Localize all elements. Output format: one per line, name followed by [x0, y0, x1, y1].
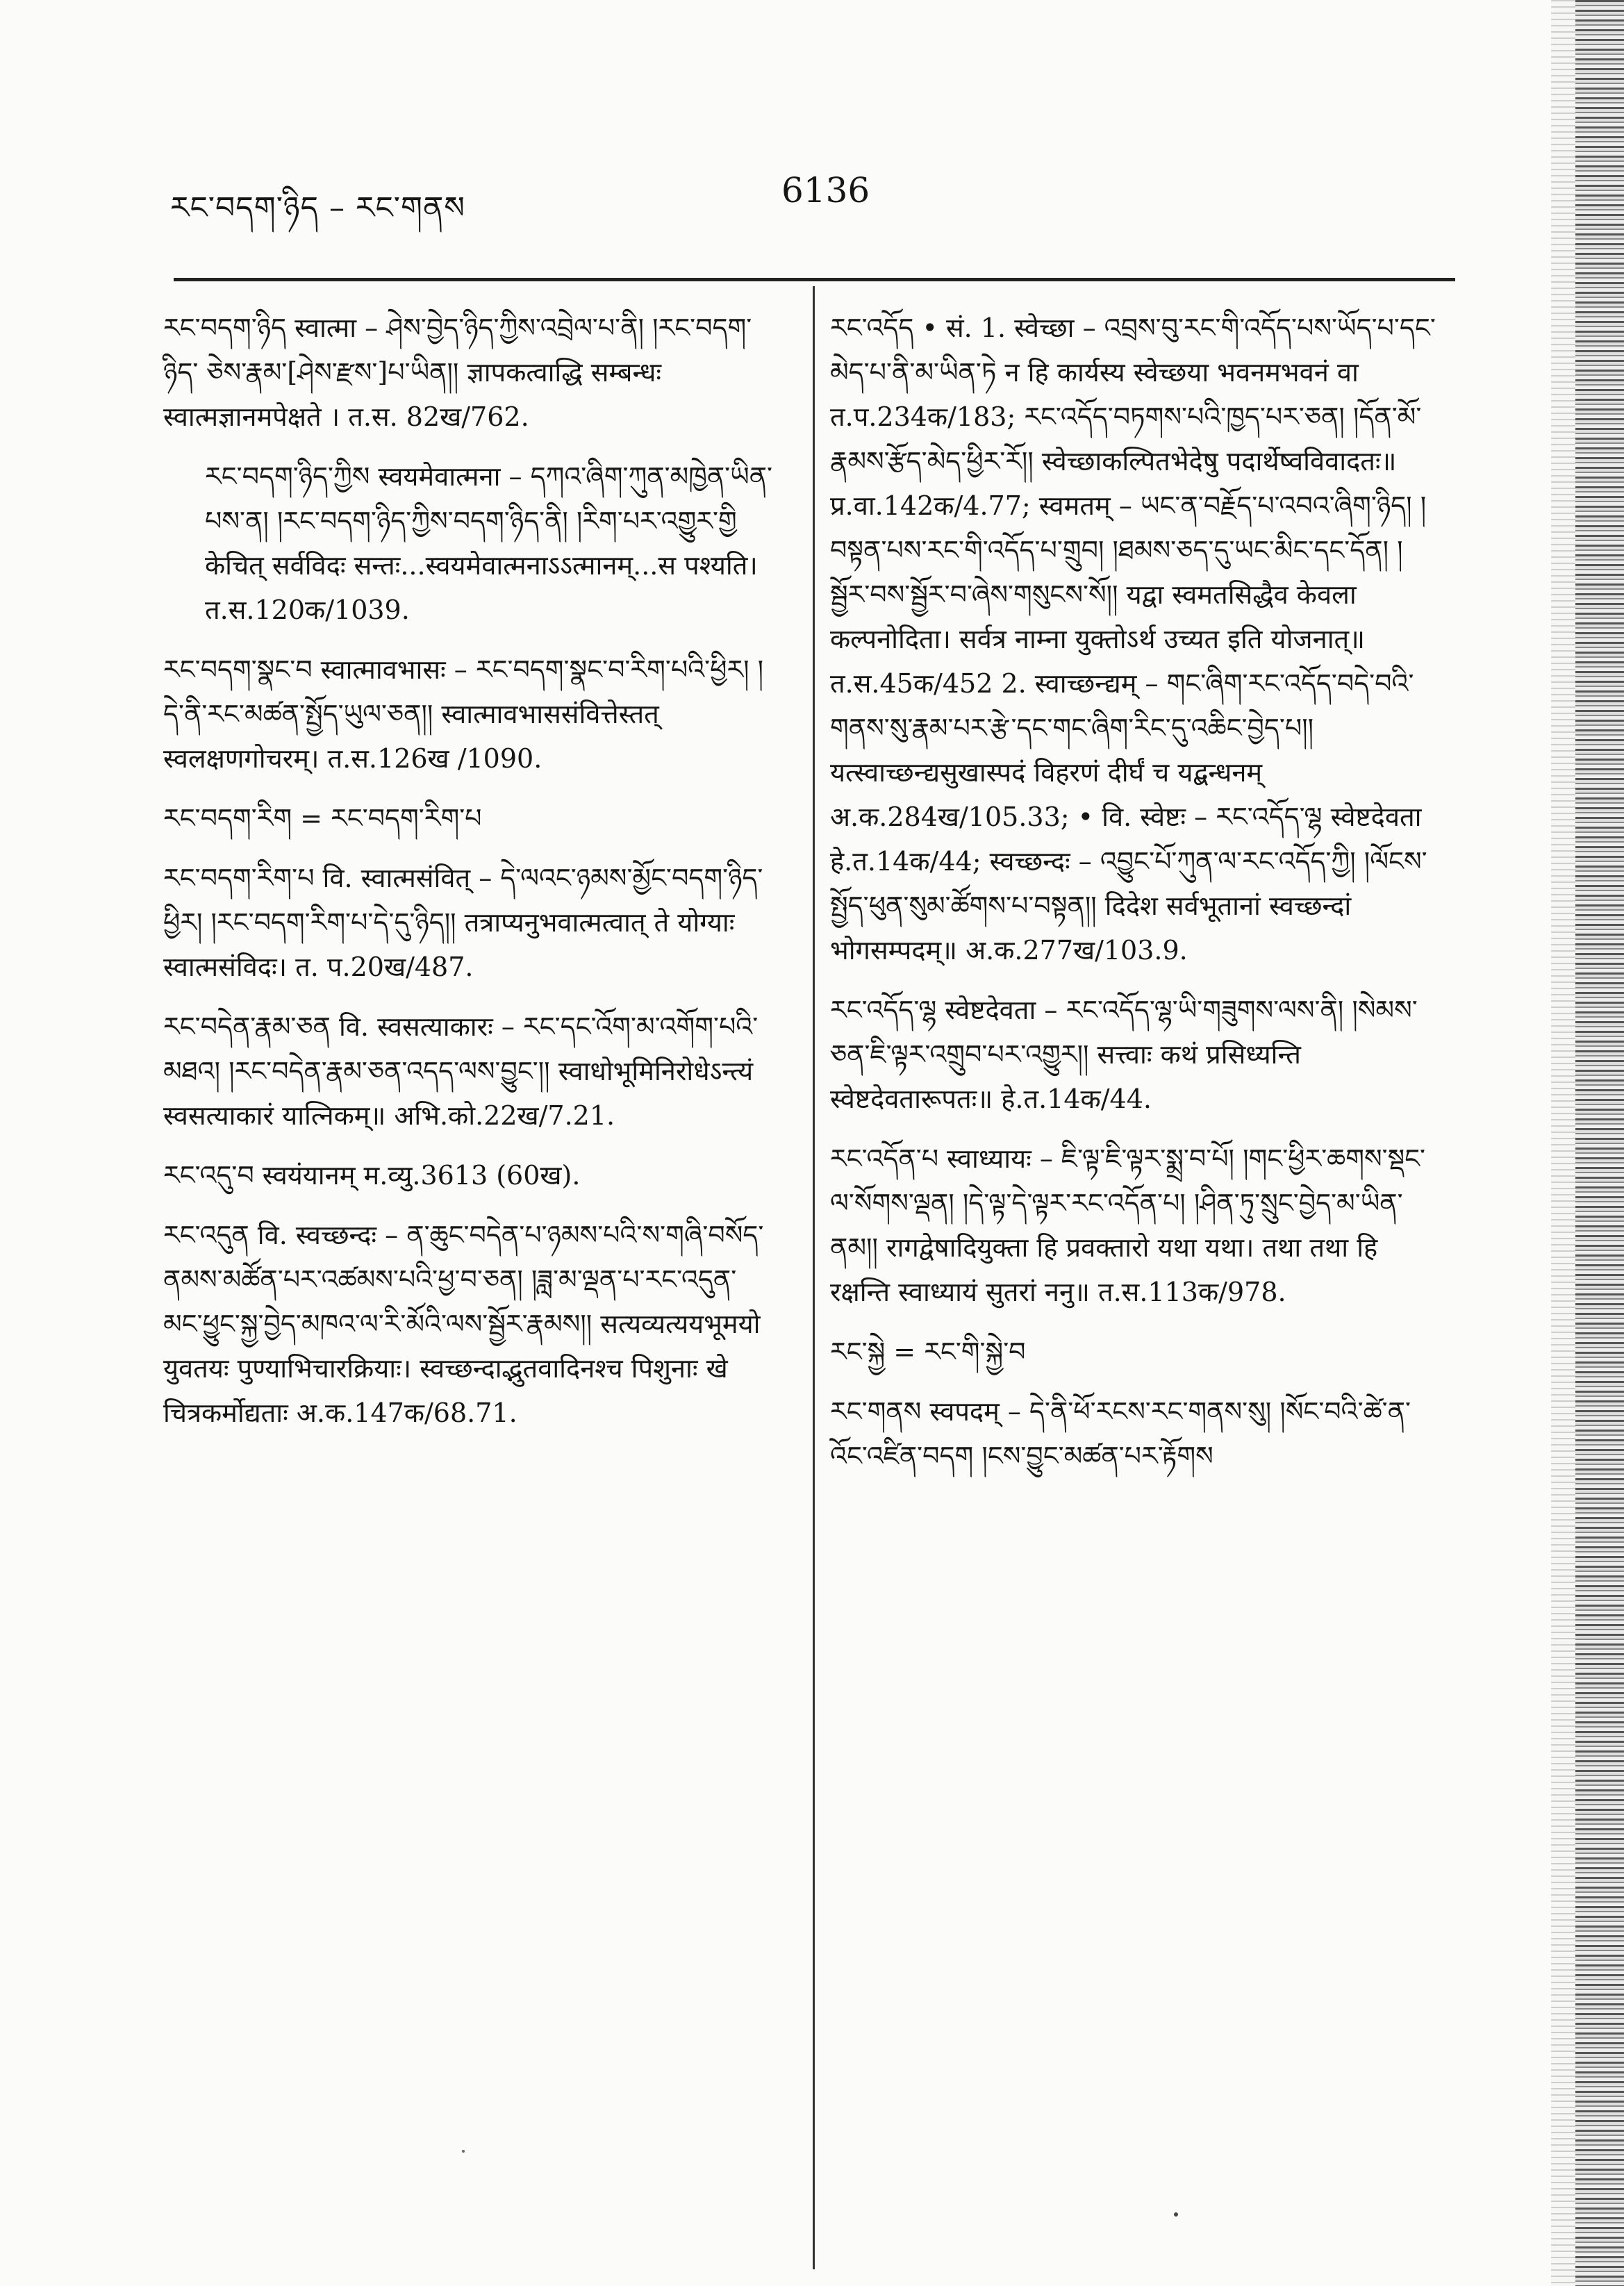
dictionary-entry: རང་བདེན་རྣམ་ཅན वि. स्वसत्याकारः – རང་དང་འོག་མ་འགོག་པའི་མཐའ། །རང་བདེན་རྣམ་ཅན་འདད་ལས་བྱུང་།། स्वाधोभूमिनिरोधेऽन्त्यं स्वसत्याकारं यात्निकम्॥ अभि.को.22ख/7.21. [163, 1011, 759, 1131]
dictionary-entry: རང་འདོན་པ स्वाध्यायः – ཇི་ལྟ་ཇི་ལྟར་སྨྲ་བ་པོ། །གང་ཕྱིར་ཆགས་སྡང་ལ་སོགས་ལྡན། །དེ་ལྟ་དེ་ལྟར་རང་འདོན་པ། །ཤིན་ཏུ་སྲུང་བྱེད་མ་ཡིན་ནམ།། रागद्वेषादियुक्ता हि प्रवक्तारो यथा यथा। तथा तथा हि रक्षन्ति स्वाध्यायं सुतरां ननु॥ त.स.113क/978. [830, 1143, 1426, 1307]
dictionary-entry: རང་འདུན वि. स्वच्छन्दः – ན་ཆུང་བདེན་པ་ཉམས་པའི་ས་གཞི་བསོད་ནམས་མཚོན་པར་འཚམས་པའི་ཕྱ་བ་ཅན། །ཟླ་མ་ལྡན་པ་རང་འདུན་མང་ཕྱུང་སྐྱ་བྱེད་མཁའ་ལ་རི་མོའི་ལས་སྦྱོར་རྣམས།། सत्यव्यत्ययभूमयो युवतयः पुण्याभिचारक्रियाः। स्वच्छन्दाद्भुतवादिनश्च पिशुनाः खे चित्रकर्मोद्यताः अ.क.147क/68.71. [163, 1220, 764, 1428]
dictionary-entry: རང་འདུ་བ स्वयंयानम् म.व्यु.3613 (60ख). [163, 1160, 581, 1191]
dictionary-entry: རང་བདག་སྣང་བ स्वात्मावभासः – རང་བདག་སྣང་བ་རིག་པའི་ཕྱིར། །དེ་ནི་རང་མཚན་སྤྱོད་ཡུལ་ཅན།། स्वात्मावभाससंवित्तेस्तत् स्वलक्षणगोचरम्। त.स.126ख /1090. [163, 654, 764, 774]
running-header: རང་བདག་ཉིད – རང་གནས [170, 190, 465, 226]
right-column [830, 306, 1441, 1493]
dictionary-entry: རང་སྐྱེ = རང་གི་སྐྱེ་བ [830, 1336, 1026, 1367]
page-edge-shadow [1575, 0, 1624, 2286]
dictionary-entry: རང་བདག་ཉིད་ཀྱིས स्वयमेवात्मना – དཀའ་ཞིག་ཀུན་མཁྱེན་ཡིན་པས་ན། །རང་བདག་ཉིད་ཀྱིས་བདག་ཉིད་ནི། །རིག་པར་འགྱུར་གྱི केचित् सर्वविदः सन्तः...स्वयमेवात्मनाऽऽत्मानम्...स पश्यति। त.स.120क/1039. [205, 461, 773, 625]
dictionary-entry: རང་འདོད་ལྷ स्वेष्टदेवता – རང་འདོད་ལྷ་ཡི་གཟུགས་ལས་ནི། །སེམས་ཅན་ཇི་ལྟར་འགྲུབ་པར་འགྱུར།། सत्त्वाः कथं प्रसिध्यन्ति स्वेष्टदेवतारूपतः॥ हे.त.14क/44. [830, 995, 1418, 1114]
scan-speck [462, 2150, 465, 2153]
header-rule [174, 278, 1455, 281]
dictionary-entry: རང་འདོད • सं. 1. स्वेच्छा – འབྲས་བུ་རང་གི་འདོད་པས་ཡོད་པ་དང་མེད་པ་ནི་མ་ཡིན་ཏེ न हि कार्यस्य स्वेच्छया भवनमभवनं वा त.प.234क/183; རང་འདོད་བཏགས་པའི་ཁྱད་པར་ཅན། །དོན་མོ་རྣམས་རྩོད་མེད་ཕྱིར་རོ།། स्वेच्छाकल्पितभेदेषु पदार्थेष्वविवादतः॥ प्र.वा.142क/4.77; स्वमतम् – ཡང་ན་བརྗོད་པ་འབའ་ཞིག་ཉིད། །བསྟན་པས་རང་གི་འདོད་པ་གྲུབ། །ཐམས་ཅད་དུ་ཡང་མིང་དང་དོན། །སྦྱོར་བས་སྦྱོར་བ་ཞེས་གསུངས་སོ།། यद्वा स्वमतसिद्धैव केवला कल्पनोदिता। सर्वत्र नाम्ना युक्तोऽर्थ उच्यत इति योजनात्॥ त.स.45क/452 2. स्वाच्छन्द्यम् – གང་ཞིག་རང་འདོད་བདེ་བའི་གནས་སུ་རྣམ་པར་རྩེ་དང་གང་ཞིག་རིང་དུ་འཆིང་བྱེད་པ།། यत्स्वाच्छन्द्यसुखास्पदं विहरणं दीर्घं च यद्बन्धनम् अ.क.284ख/105.33; • वि. स्वेष्टः – རང་འདོད་ལྷ स्वेष्टदेवता हे.त.14क/44; स्वच्छन्दः – འབྱུང་པོ་ཀུན་ལ་རང་འདོད་ཀྱི། །ལོངས་སྤྱོད་ཕུན་སུམ་ཚོགས་པ་བསྟན།། दिदेश सर्वभूतानां स्वच्छन्दां भोगसम्पदम्॥ अ.क.277ख/103.9. [830, 313, 1436, 966]
left-column [163, 306, 774, 1450]
dictionary-entry: རང་གནས स्वपदम् – དེ་ནི་ཕོ་རངས་རང་གནས་སུ། །སོང་བའི་ཚེ་ན་འོང་འཛིན་བདག །ངས་བྱུང་མཚན་པར་རྟོགས [830, 1396, 1411, 1471]
scan-speck [1174, 2212, 1178, 2217]
dictionary-entry: རང་བདག་རིག = རང་བདག་རིག་པ [163, 803, 482, 834]
page-edge-shadow-inner [1551, 0, 1575, 2286]
dictionary-entry: རང་བདག་རིག་པ वि. स्वात्मसंवित् – དེ་ལའང་ཉམས་མྱོང་བདག་ཉིད་ཕྱིར། །རང་བདག་རིག་པ་དེ་དུ་ཉིད།། तत्राप्यनुभवात्मत्वात् ते योग्याः स्वात्मसंविदः। त. प.20ख/487. [163, 863, 763, 982]
column-divider [813, 286, 815, 2269]
dictionary-entry: རང་བདག་ཉིད स्वात्मा – ཤེས་བྱེད་ཉིད་ཀྱིས་འབྲེལ་པ་ནི། །རང་བདག་ཉིད་ ཅེས་རྣམ་[ཤེས་རྫས་]པ་ཡིན།། ज्ञापकत्वाद्धि सम्बन्धः स्वात्मज्ञानमपेक्षते । त.स. 82ख/762. [163, 313, 752, 432]
page-number: 6136 [781, 170, 870, 210]
